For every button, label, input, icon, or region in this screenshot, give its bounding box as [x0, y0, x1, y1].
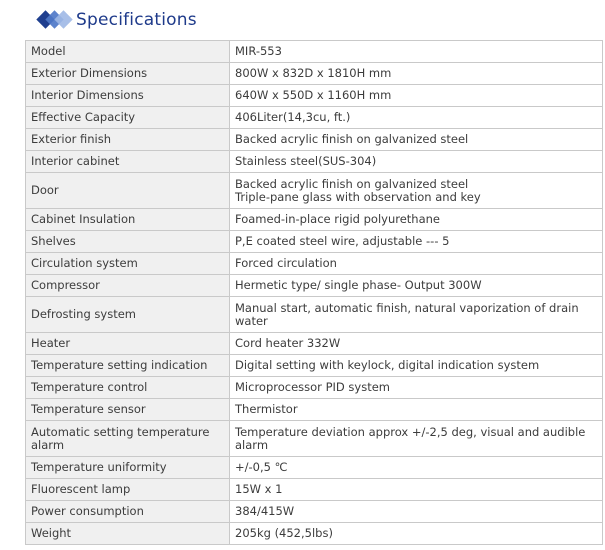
spec-label: Temperature control — [26, 377, 230, 399]
spec-label: Cabinet Insulation — [26, 209, 230, 231]
spec-value: Thermistor — [230, 399, 603, 421]
spec-label: Compressor — [26, 275, 230, 297]
spec-value: Hermetic type/ single phase- Output 300W — [230, 275, 603, 297]
spec-value: Temperature deviation approx +/-2,5 deg, visual and audible alarm — [230, 421, 603, 457]
table-row — [26, 333, 603, 355]
spec-value: Cord heater 332W — [230, 333, 603, 355]
spec-value: Foamed-in-place rigid polyurethane — [230, 209, 603, 231]
table-row — [26, 421, 603, 457]
spec-value: Stainless steel(SUS-304) — [230, 151, 603, 173]
spec-label: Weight — [26, 523, 230, 545]
table-row — [26, 85, 603, 107]
table-row — [26, 399, 603, 421]
page-title: Specifications — [76, 10, 197, 30]
spec-label: Automatic setting temperature alarm — [26, 421, 230, 457]
table-row — [26, 151, 603, 173]
table-row — [26, 209, 603, 231]
table-row — [26, 457, 603, 479]
table-row — [26, 173, 603, 209]
table-row — [26, 63, 603, 85]
table-row — [26, 501, 603, 523]
spec-label: Interior Dimensions — [26, 85, 230, 107]
spec-label: Power consumption — [26, 501, 230, 523]
spec-label: Exterior Dimensions — [26, 63, 230, 85]
table-row — [26, 129, 603, 151]
spec-label: Heater — [26, 333, 230, 355]
spec-value: +/-0,5 ℃ — [230, 457, 603, 479]
section-header — [34, 6, 197, 34]
spec-label: Interior cabinet — [26, 151, 230, 173]
table-row — [26, 253, 603, 275]
spec-value: P,E coated steel wire, adjustable --- 5 — [230, 231, 603, 253]
table-row — [26, 297, 603, 333]
spec-label: Temperature uniformity — [26, 457, 230, 479]
spec-value: Forced circulation — [230, 253, 603, 275]
diamond-logo-icon — [34, 6, 74, 34]
spec-label: Door — [26, 173, 230, 209]
table-row — [26, 41, 603, 63]
spec-label: Defrosting system — [26, 297, 230, 333]
table-row — [26, 275, 603, 297]
spec-value: 384/415W — [230, 501, 603, 523]
spec-label: Shelves — [26, 231, 230, 253]
spec-value: 640W x 550D x 1160H mm — [230, 85, 603, 107]
spec-value: Digital setting with keylock, digital indication system — [230, 355, 603, 377]
table-row — [26, 231, 603, 253]
spec-table — [25, 40, 603, 545]
table-row — [26, 523, 603, 545]
spec-value: MIR-553 — [230, 41, 603, 63]
spec-label: Model — [26, 41, 230, 63]
spec-value: 406Liter(14,3cu, ft.) — [230, 107, 603, 129]
spec-label: Exterior finish — [26, 129, 230, 151]
spec-value: 800W x 832D x 1810H mm — [230, 63, 603, 85]
spec-value: Backed acrylic finish on galvanized steel Triple-pane glass with observation and key — [230, 173, 603, 209]
spec-label: Temperature setting indication — [26, 355, 230, 377]
spec-value: 205kg (452,5lbs) — [230, 523, 603, 545]
table-row — [26, 479, 603, 501]
spec-label: Effective Capacity — [26, 107, 230, 129]
spec-value: Backed acrylic finish on galvanized steel — [230, 129, 603, 151]
spec-value: 15W x 1 — [230, 479, 603, 501]
spec-value: Microprocessor PID system — [230, 377, 603, 399]
table-row — [26, 355, 603, 377]
spec-label: Temperature sensor — [26, 399, 230, 421]
table-row — [26, 377, 603, 399]
spec-value: Manual start, automatic finish, natural vaporization of drain water — [230, 297, 603, 333]
spec-label: Fluorescent lamp — [26, 479, 230, 501]
spec-label: Circulation system — [26, 253, 230, 275]
table-row — [26, 107, 603, 129]
